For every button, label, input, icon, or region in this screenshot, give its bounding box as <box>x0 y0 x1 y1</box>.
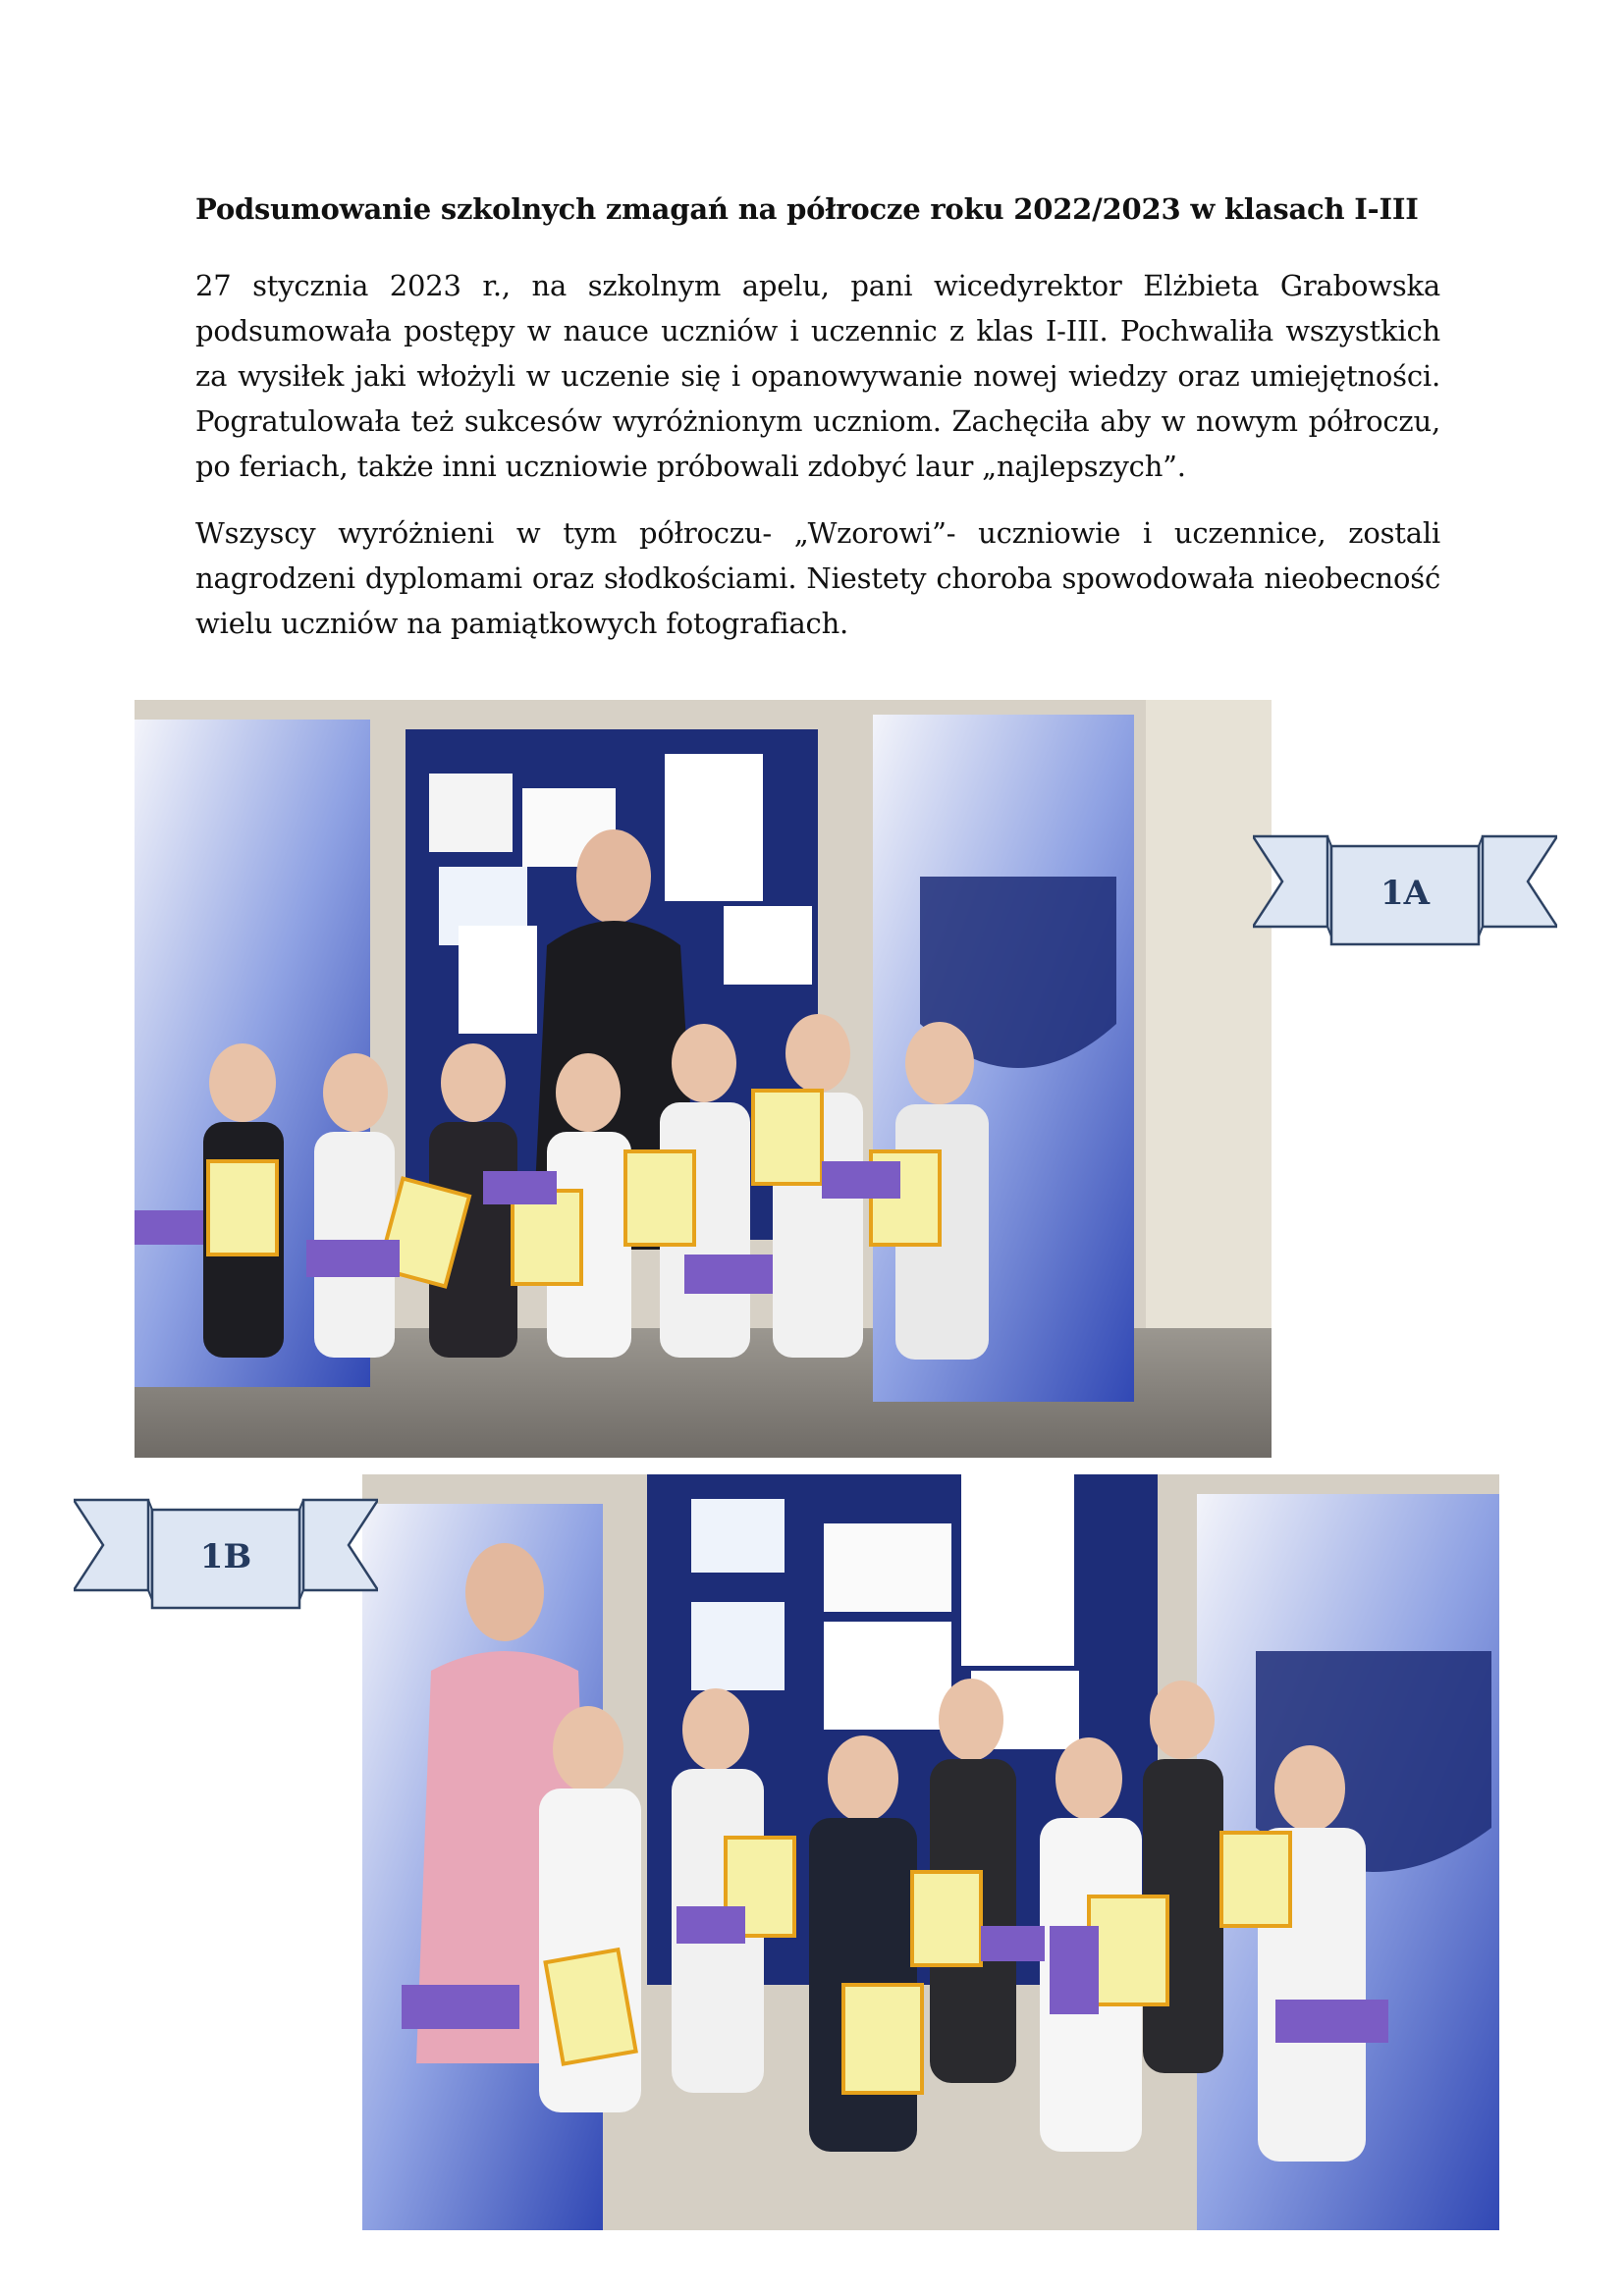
class-1b-photo <box>362 1474 1499 2230</box>
class-1a-banner <box>1253 832 1557 948</box>
class-1b-photo-illustration <box>362 1474 1499 2230</box>
class-1a-photo <box>135 700 1272 1458</box>
class-1a-label: 1A <box>1380 874 1431 913</box>
article-title: Podsumowanie szkolnych zmagań na półrocze roku 2022/2023 w klasach I-III <box>195 192 1419 226</box>
class-1b-banner <box>74 1496 378 1612</box>
class-1a-photo-illustration <box>135 700 1272 1458</box>
article-paragraph-1: 27 stycznia 2023 r., na szkolnym apelu, pani wicedyrektor Elżbieta Grabowska podsumowała postępy w nauce uczniów i uczennic z klas I-III. Pochwaliła wszystkich za wysiłek jaki włożyli w uczenie się i opanowywanie nowej wiedzy oraz umiejętności. Pogratulowała też sukcesów wyróżnionym uczniom. Zachęciła aby w nowym półroczu, po feriach, także inni uczniowie próbowali zdobyć laur „najlepszych”. <box>195 269 1440 483</box>
class-1b-label: 1B <box>199 1537 252 1576</box>
article-paragraph-2: Wszyscy wyróżnieni w tym półroczu- „Wzorowi”- uczniowie i uczennice, zostali nagrodzeni dyplomami oraz słodkościami. Niestety choroba spowodowała nieobecność wielu uczniów na pamiątkowych fotografiach. <box>195 516 1440 640</box>
